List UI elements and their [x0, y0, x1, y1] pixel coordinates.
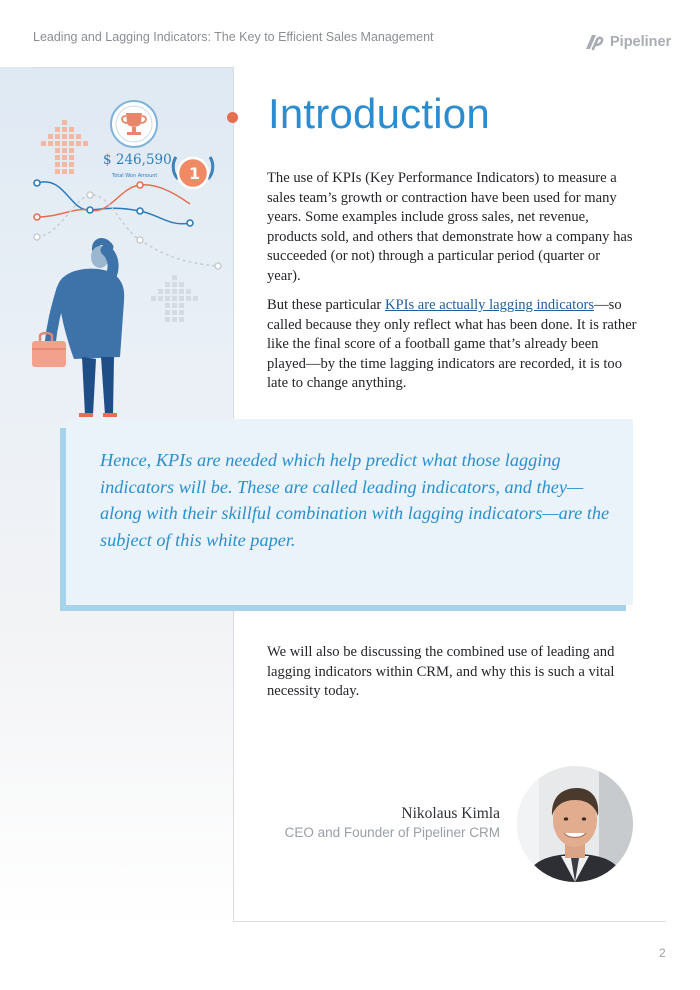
- page-number: 2: [659, 946, 666, 960]
- pipeliner-logo: [583, 32, 671, 52]
- intro-paragraph-3: We will also be discussing the combined use of leading and lagging indicators within CRM, and why this is such a vital necessity today.: [267, 644, 615, 700]
- document-header-title: Leading and Lagging Indicators: The Key to Efficient Sales Management: [33, 30, 434, 44]
- lagging-indicators-link[interactable]: KPIs are actually lagging indicators: [384, 297, 595, 313]
- brand-name: Pipeliner: [610, 34, 672, 50]
- frame-divider-bottom: [233, 921, 666, 922]
- author-portrait: [517, 766, 633, 882]
- author-role: CEO and Founder of Pipeliner CRM: [284, 825, 500, 840]
- pipeliner-logo-icon: [583, 32, 605, 52]
- paragraph-2-rest: —so called because they only reflect what has been done. It is rather like the final score of a football game that’s already been played—by the time lagging indicators are recorded, it is too late to change anything.: [267, 297, 637, 392]
- section-title: Introduction: [268, 90, 490, 137]
- section-marker-dot: [227, 112, 238, 123]
- intro-paragraph-1: The use of KPIs (Key Performance Indicators) to measure a sales team’s growth or contraction have been used for many years. Some examples include gross sales, net revenue, products sold, and others that demonstrate how a company has succeeded (or not) through a particular period (quarter or year).: [267, 170, 633, 284]
- total-won-caption: Total Won Amount: [112, 173, 158, 179]
- paragraph-2-lead: But these particular: [267, 297, 385, 313]
- rank-badge: 1: [189, 164, 201, 183]
- author-avatar: [517, 766, 633, 882]
- sales-manager-illustration: [0, 67, 233, 427]
- intro-paragraph-2: [267, 296, 637, 394]
- total-won-amount: $ 246,590: [103, 152, 172, 168]
- author-name: Nikolaus Kimla: [401, 805, 500, 822]
- pull-quote-text: Hence, KPIs are needed which help predict what those lagging indicators will be. These are called leading indicators, and they—along with their skillful combination with lagging indicators—are the subject of this white paper.: [100, 450, 610, 550]
